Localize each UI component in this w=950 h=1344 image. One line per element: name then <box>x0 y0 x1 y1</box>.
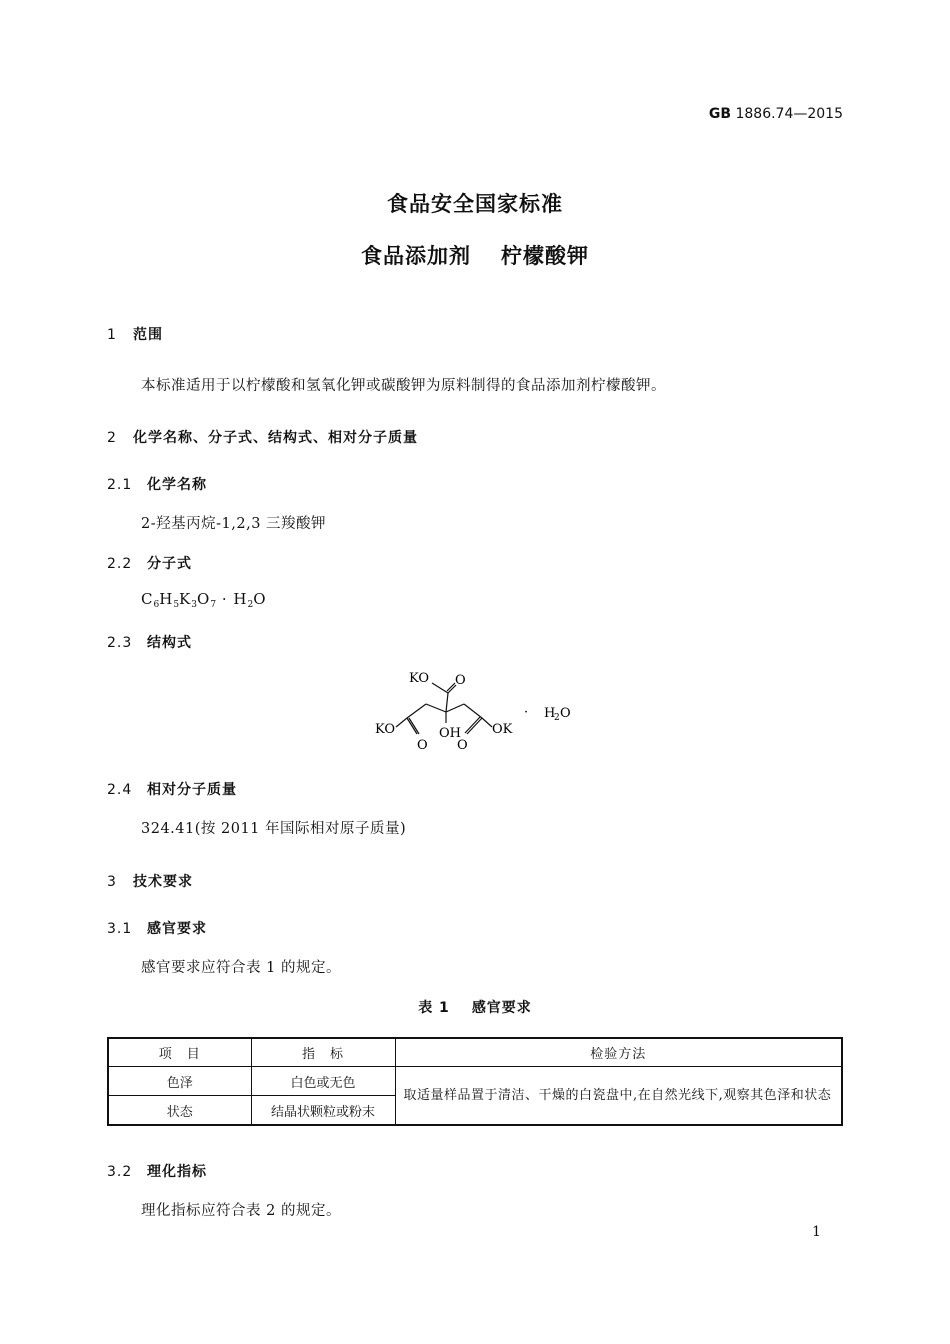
table-row <box>108 1067 842 1096</box>
chemical-name: 2-羟基丙烷-1,2,3 三羧酸钾 <box>141 516 327 532</box>
section-2-3-heading <box>107 632 192 652</box>
molecular-mass: 324.41(按 2011 年国际相对原子质量) <box>141 821 407 837</box>
section-title: 感官要求 <box>147 921 207 937</box>
water-o: O <box>560 706 571 721</box>
physicochemical-requirement-text: 理化指标应符合表 2 的规定。 <box>141 1203 341 1219</box>
section-title: 相对分子质量 <box>147 782 237 798</box>
section-title: 结构式 <box>147 635 192 651</box>
sensory-requirement-text: 感官要求应符合表 1 的规定。 <box>141 960 341 976</box>
sensory-table <box>107 1037 843 1126</box>
header-value: 指 标 <box>251 1038 395 1067</box>
section-3-1-heading <box>107 918 207 938</box>
standard-code <box>600 106 843 122</box>
section-number: 3.1 <box>107 921 133 937</box>
table-title: 感官要求 <box>471 1000 532 1016</box>
page-number: 1 <box>812 1224 821 1240</box>
section-2-1-heading <box>107 474 207 494</box>
section-number: 3.2 <box>107 1164 133 1180</box>
row-item: 色泽 <box>108 1067 251 1096</box>
standard-number: 1886.74—2015 <box>735 106 843 122</box>
section-title: 化学名称 <box>147 477 207 493</box>
header-method: 检验方法 <box>395 1038 842 1067</box>
o-top-label: O <box>455 673 466 688</box>
row-value: 结晶状颗粒或粉末 <box>251 1096 395 1126</box>
ko-left-label: KO <box>375 722 396 737</box>
section-number: 2.2 <box>107 556 133 572</box>
table-header-row <box>108 1038 842 1067</box>
section-number: 2.3 <box>107 635 133 651</box>
subtitle-category: 食品添加剂 <box>361 244 471 268</box>
section-title: 理化指标 <box>147 1164 207 1180</box>
water-subscript: 2 <box>554 713 560 723</box>
scope-paragraph: 本标准适用于以柠檬酸和氢氧化钾或碳酸钾为原料制得的食品添加剂柠檬酸钾。 <box>141 378 666 394</box>
standard-prefix: GB <box>708 106 732 122</box>
water-h: H <box>544 706 556 721</box>
section-title: 分子式 <box>147 556 192 572</box>
o-right-label: O <box>457 738 468 753</box>
section-3-heading <box>107 871 193 891</box>
table-1-caption <box>0 997 950 1017</box>
section-2-2-heading <box>107 553 192 573</box>
section-2-heading <box>107 427 418 447</box>
o-left-label: O <box>417 738 428 753</box>
section-title: 技术要求 <box>133 874 193 890</box>
document-title: 食品安全国家标准 <box>387 192 563 216</box>
table-number: 表 1 <box>418 1000 450 1016</box>
molecular-formula: $C_6H_5K_3O_7 \cdot H_2O$ <box>141 590 267 610</box>
section-3-2-heading <box>107 1161 207 1181</box>
header-item: 项 目 <box>108 1038 251 1067</box>
section-title: 化学名称、分子式、结构式、相对分子质量 <box>133 430 418 446</box>
ok-right-label: OK <box>492 722 513 737</box>
section-number: 1 <box>107 327 117 343</box>
row-value: 白色或无色 <box>251 1067 395 1096</box>
section-number: 2 <box>107 430 117 446</box>
subtitle-substance: 柠檬酸钾 <box>501 244 589 268</box>
section-2-4-heading <box>107 779 237 799</box>
oh-label: OH <box>439 726 461 741</box>
section-title: 范围 <box>133 327 163 343</box>
ko-top-label: KO <box>409 671 430 686</box>
hydrate-dot: · <box>524 705 529 720</box>
section-number: 2.1 <box>107 477 133 493</box>
section-number: 2.4 <box>107 782 133 798</box>
row-method: 取适量样品置于清洁、干燥的白瓷盘中,在自然光线下,观察其色泽和状态 <box>395 1067 842 1126</box>
section-number: 3 <box>107 874 117 890</box>
section-1-heading <box>107 324 163 344</box>
row-item: 状态 <box>108 1096 251 1126</box>
structural-formula <box>360 660 620 765</box>
document-subtitle <box>0 240 950 270</box>
